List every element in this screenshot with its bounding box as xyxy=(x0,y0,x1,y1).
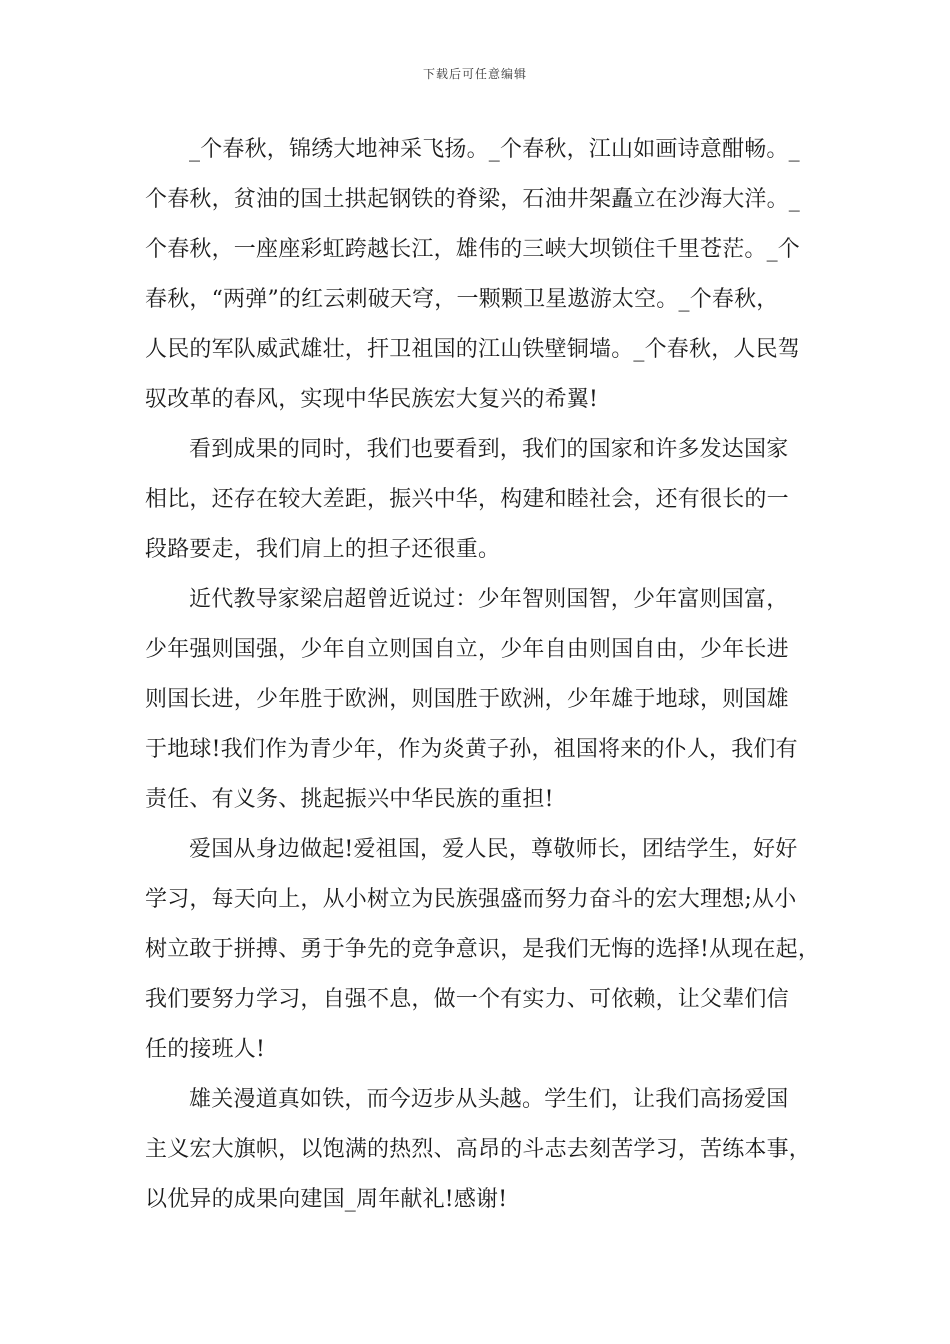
paragraph xyxy=(145,132,815,432)
text-line: 我们要努力学习，自强不息，做一个有实力、可依赖，让父辈们信 xyxy=(145,987,789,1012)
paragraph xyxy=(145,582,815,832)
text-line: 看到成果的同时，我们也要看到，我们的国家和许多发达国家 xyxy=(189,437,789,462)
text-line: 则国长进，少年胜于欧洲，则国胜于欧洲，少年雄于地球，则国雄 xyxy=(145,687,789,712)
document-body xyxy=(145,132,821,1232)
text-line: 少年强则国强，少年自立则国自立，少年自由则国自由，少年长进 xyxy=(145,637,789,662)
paragraph xyxy=(145,432,815,582)
text-line: 学习，每天向上，从小树立为民族强盛而努力奋斗的宏大理想;从小 xyxy=(145,887,797,912)
text-line: 个春秋，贫油的国土拱起钢铁的脊梁，石油井架矗立在沙海大洋。_ xyxy=(145,187,801,212)
text-line: 于地球!我们作为青少年，作为炎黄子孙，祖国将来的仆人，我们有 xyxy=(145,737,798,762)
text-line: 近代教导家梁启超曾近说过：少年智则国智，少年富则国富， xyxy=(189,587,789,612)
text-line: 任的接班人! xyxy=(145,1037,266,1062)
paragraph xyxy=(145,832,821,1082)
text-line: 雄关漫道真如铁，而今迈步从头越。学生们，让我们高扬爱国 xyxy=(189,1087,789,1112)
text-line: 树立敢于拼搏、勇于争先的竞争意识，是我们无悔的选择!从现在起， xyxy=(145,937,821,962)
text-line: 相比，还存在较大差距，振兴中华，构建和睦社会，还有很长的一 xyxy=(145,487,789,512)
text-line: 以优异的成果向建国_周年献礼!感谢! xyxy=(145,1187,508,1212)
text-line: 春秋，“两弹”的红云刺破天穹，一颗颗卫星遨游太空。_个春秋， xyxy=(145,287,779,312)
text-line: 主义宏大旗帜，以饱满的热烈、高昂的斗志去刻苦学习，苦练本事， xyxy=(145,1137,812,1162)
text-line: 人民的军队威武雄壮，扞卫祖国的江山铁壁铜墙。_个春秋，人民驾 xyxy=(145,337,801,362)
text-line: 驭改革的春风，实现中华民族宏大复兴的希翼! xyxy=(145,387,599,412)
text-line: _个春秋，锦绣大地神采飞扬。_个春秋，江山如画诗意酣畅。_ xyxy=(189,137,800,162)
page-header: 下载后可任意编辑 xyxy=(422,67,527,81)
text-line: 爱国从身边做起!爱祖国，爱人民，尊敬师长，团结学生，好好 xyxy=(189,837,798,862)
text-line: 个春秋，一座座彩虹跨越长江，雄伟的三峡大坝锁住千里苍茫。_个 xyxy=(145,237,801,262)
text-line: 段路要走，我们肩上的担子还很重。 xyxy=(145,537,501,562)
text-line: 责任、有义务、挑起振兴中华民族的重担! xyxy=(145,787,554,812)
paragraph xyxy=(145,1082,815,1232)
